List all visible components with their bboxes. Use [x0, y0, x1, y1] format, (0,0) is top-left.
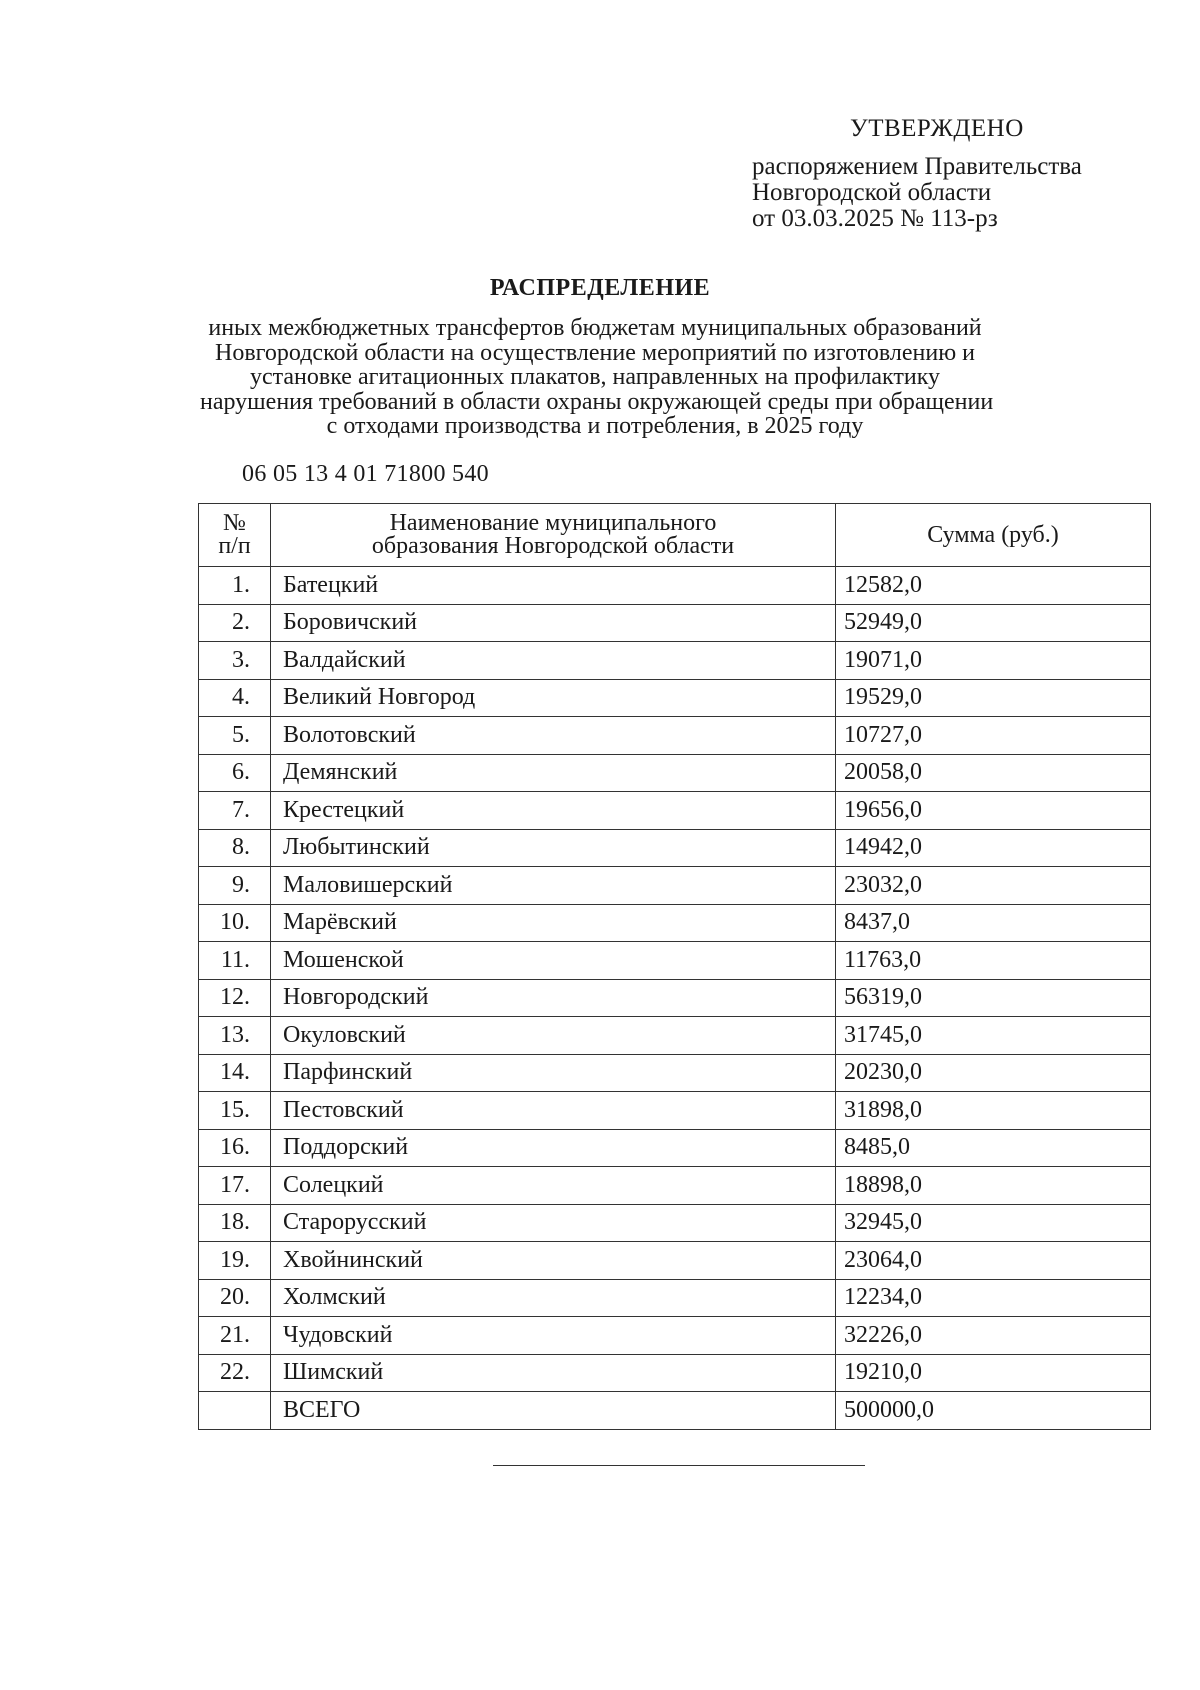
header-number-line1: № [223, 510, 246, 536]
subtitle-line: с отходами производства и потребления, в 2025 году [326, 413, 864, 439]
municipality-name: Волотовский [271, 717, 836, 755]
amount-cell: 23032,0 [836, 867, 1151, 905]
amount-cell: 32226,0 [836, 1317, 1151, 1355]
amount-cell: 12582,0 [836, 567, 1151, 605]
amount-cell: 18898,0 [836, 1167, 1151, 1205]
row-number: 16. [199, 1129, 271, 1167]
row-number: 18. [199, 1204, 271, 1242]
table-row [199, 1129, 1151, 1167]
closing-line [493, 1465, 865, 1466]
row-number: 13. [199, 1017, 271, 1055]
table-row [199, 1167, 1151, 1205]
amount-cell: 23064,0 [836, 1242, 1151, 1280]
table-row [199, 642, 1151, 680]
amount-cell: 19656,0 [836, 792, 1151, 830]
row-number: 21. [199, 1317, 271, 1355]
table-row [199, 1242, 1151, 1280]
header-number [199, 504, 271, 567]
amount-cell: 8485,0 [836, 1129, 1151, 1167]
row-number: 22. [199, 1354, 271, 1392]
approval-line: распоряжением Правительства [752, 153, 1082, 180]
municipality-name: Пестовский [271, 1092, 836, 1130]
row-number: 17. [199, 1167, 271, 1205]
amount-cell: 31745,0 [836, 1017, 1151, 1055]
municipality-name: ВСЕГО [271, 1392, 836, 1430]
amount-cell: 19071,0 [836, 642, 1151, 680]
distribution-table [198, 503, 1151, 1430]
document-title: РАСПРЕДЕЛЕНИЕ [489, 275, 711, 301]
row-number: 4. [199, 679, 271, 717]
table-row [199, 604, 1151, 642]
municipality-name: Батецкий [271, 567, 836, 605]
amount-cell: 500000,0 [836, 1392, 1151, 1430]
row-number: 1. [199, 567, 271, 605]
municipality-name: Боровичский [271, 604, 836, 642]
municipality-name: Крестецкий [271, 792, 836, 830]
row-number: 5. [199, 717, 271, 755]
header-name-line1: Наименование муниципального [389, 510, 717, 536]
budget-code-wrapper [0, 461, 1200, 488]
table-row [199, 754, 1151, 792]
table-row [199, 717, 1151, 755]
amount-cell: 52949,0 [836, 604, 1151, 642]
budget-classification-code: 06 05 13 4 01 71800 540 [242, 461, 489, 487]
amount-cell: 32945,0 [836, 1204, 1151, 1242]
municipality-name: Марёвский [271, 904, 836, 942]
row-number: 7. [199, 792, 271, 830]
municipality-name: Чудовский [271, 1317, 836, 1355]
row-number: 8. [199, 829, 271, 867]
amount-cell: 12234,0 [836, 1279, 1151, 1317]
table-header-row [199, 504, 1151, 567]
approval-block [752, 116, 1082, 232]
header-name-line2: образования Новгородской области [371, 533, 735, 559]
table-row [199, 1279, 1151, 1317]
amount-cell: 19210,0 [836, 1354, 1151, 1392]
table-row [199, 829, 1151, 867]
subtitle-line: иных межбюджетных трансфертов бюджетам муниципальных образований [208, 315, 982, 341]
table-row [199, 567, 1151, 605]
row-number: 19. [199, 1242, 271, 1280]
table-row [199, 942, 1151, 980]
total-row [199, 1392, 1151, 1430]
amount-cell: 8437,0 [836, 904, 1151, 942]
approval-line: Новгородской области [752, 179, 992, 206]
municipality-name: Демянский [271, 754, 836, 792]
municipality-name: Окуловский [271, 1017, 836, 1055]
municipality-name: Мошенской [271, 942, 836, 980]
table-row [199, 867, 1151, 905]
amount-cell: 20230,0 [836, 1054, 1151, 1092]
amount-cell: 31898,0 [836, 1092, 1151, 1130]
row-number: 3. [199, 642, 271, 680]
header-number-line2: п/п [218, 533, 251, 559]
subtitle-line: нарушения требований в области охраны окружающей среды при обращении [200, 388, 994, 415]
document-subtitle [200, 315, 994, 439]
municipality-name: Новгородский [271, 979, 836, 1017]
table-row [199, 979, 1151, 1017]
table-body [199, 567, 1151, 1430]
table-row [199, 1017, 1151, 1055]
table-row [199, 1092, 1151, 1130]
municipality-name: Старорусский [271, 1204, 836, 1242]
table-row [199, 904, 1151, 942]
approval-line: от 03.03.2025 № 113-рз [752, 205, 998, 232]
amount-cell: 14942,0 [836, 829, 1151, 867]
table-row [199, 1354, 1151, 1392]
approval-title: УТВЕРЖДЕНО [850, 115, 1024, 142]
amount-cell: 19529,0 [836, 679, 1151, 717]
amount-cell: 20058,0 [836, 754, 1151, 792]
municipality-name: Холмский [271, 1279, 836, 1317]
municipality-name: Поддорский [271, 1129, 836, 1167]
header-sum: Сумма (руб.) [836, 504, 1151, 567]
row-number: 12. [199, 979, 271, 1017]
municipality-name: Хвойнинский [271, 1242, 836, 1280]
municipality-name: Любытинский [271, 829, 836, 867]
row-number: 9. [199, 867, 271, 905]
municipality-name: Великий Новгород [271, 679, 836, 717]
subtitle-line: установке агитационных плакатов, направленных на профилактику [249, 364, 941, 390]
row-number: 20. [199, 1279, 271, 1317]
row-number: 10. [199, 904, 271, 942]
row-number: 14. [199, 1054, 271, 1092]
header-name [271, 504, 836, 567]
municipality-name: Маловишерский [271, 867, 836, 905]
amount-cell: 11763,0 [836, 942, 1151, 980]
subtitle-line: Новгородской области на осуществление мероприятий по изготовлению и [215, 339, 975, 366]
row-number [199, 1392, 271, 1430]
municipality-name: Шимский [271, 1354, 836, 1392]
amount-cell: 56319,0 [836, 979, 1151, 1017]
row-number: 2. [199, 604, 271, 642]
municipality-name: Парфинский [271, 1054, 836, 1092]
row-number: 6. [199, 754, 271, 792]
row-number: 15. [199, 1092, 271, 1130]
table-row [199, 792, 1151, 830]
amount-cell: 10727,0 [836, 717, 1151, 755]
table-row [199, 1054, 1151, 1092]
table-row [199, 679, 1151, 717]
row-number: 11. [199, 942, 271, 980]
municipality-name: Солецкий [271, 1167, 836, 1205]
table-row [199, 1204, 1151, 1242]
municipality-name: Валдайский [271, 642, 836, 680]
table-row [199, 1317, 1151, 1355]
